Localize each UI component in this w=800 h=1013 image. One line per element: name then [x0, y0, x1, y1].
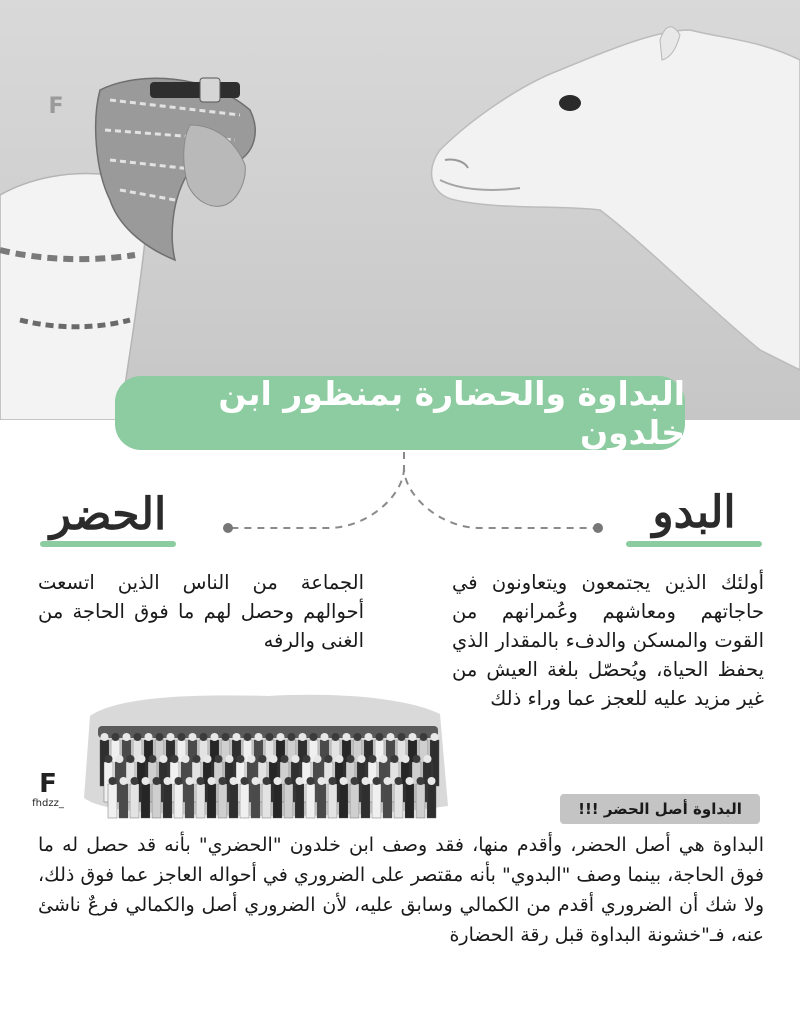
crowd-figure-head: [347, 755, 355, 763]
crowd-figure-head: [296, 777, 304, 785]
crowd-figure: [372, 784, 381, 818]
crowd-figure-head: [127, 755, 135, 763]
crowd-figure-head: [204, 755, 212, 763]
crowd-figure-head: [329, 777, 337, 785]
crowd-figure-head: [252, 777, 260, 785]
crowd-figure-head: [398, 733, 406, 741]
crowd-figure-head: [365, 733, 373, 741]
crowd-figure-head: [424, 755, 432, 763]
crowd-figure: [185, 784, 194, 818]
crowd-figure: [317, 784, 326, 818]
crowd-figure-head: [186, 777, 194, 785]
crowd-figure-head: [167, 733, 175, 741]
crowd-figure-head: [358, 755, 366, 763]
crowd-figure-head: [182, 755, 190, 763]
crowd-figure-head: [373, 777, 381, 785]
crowd-figure-head: [226, 755, 234, 763]
crowd-figure: [295, 784, 304, 818]
crowd-figure-head: [270, 755, 278, 763]
crowd-figure-head: [134, 733, 142, 741]
crowd-figure-head: [189, 733, 197, 741]
crowd-figure-head: [292, 755, 300, 763]
crowd-figure-head: [281, 755, 289, 763]
crowd-figure-head: [369, 755, 377, 763]
crowd-figure: [405, 784, 414, 818]
crowd-figure: [240, 784, 249, 818]
heading-badw: البدو: [652, 487, 736, 538]
crowd-figure-head: [307, 777, 315, 785]
crowd-figure: [328, 784, 337, 818]
crowd-figure: [306, 784, 315, 818]
crowd-figure-head: [402, 755, 410, 763]
watermark-mark: F: [48, 94, 64, 119]
watermark-logo-bottom: [30, 770, 66, 809]
crowd-figure: [251, 784, 260, 818]
crowd-figure-head: [219, 777, 227, 785]
crowd-figure-head: [417, 777, 425, 785]
crowd-figure-head: [222, 733, 230, 741]
crowd-figure-head: [332, 733, 340, 741]
crowd-figure-head: [208, 777, 216, 785]
watermark-mark-bottom: F: [39, 769, 57, 799]
connector-dot-right: [593, 523, 603, 533]
crowd-figure-head: [259, 755, 267, 763]
crowd-figure: [218, 784, 227, 818]
crowd-figure-head: [142, 777, 150, 785]
crowd-figure-head: [156, 733, 164, 741]
crowd-figure-head: [145, 733, 153, 741]
crowd-figure: [350, 784, 359, 818]
crowd-figure-head: [230, 777, 238, 785]
crowd-figure-head: [336, 755, 344, 763]
crowd-figure: [207, 784, 216, 818]
crowd-figure: [174, 784, 183, 818]
crowd-figure-head: [321, 733, 329, 741]
crowd-figure-head: [340, 777, 348, 785]
crowd-figure-head: [325, 755, 333, 763]
crowd-figure-head: [420, 733, 428, 741]
watermark-handle: fhdzz_: [32, 798, 64, 809]
crowd-figure-head: [310, 733, 318, 741]
heading-hadar-underline: [40, 541, 176, 547]
connector-right: [404, 452, 594, 528]
crowd-figure: [229, 784, 238, 818]
crowd-figure-head: [149, 755, 157, 763]
crowd-figure: [284, 784, 293, 818]
crowd-figure-head: [101, 733, 109, 741]
page-title: البداوة والحضارة بمنظور ابن خلدون: [115, 376, 685, 450]
crowd-figure-head: [288, 733, 296, 741]
crowd-figure-head: [266, 733, 274, 741]
crowd-figure-head: [171, 755, 179, 763]
crowd-figure-head: [431, 733, 439, 741]
crowd-figure-head: [255, 733, 263, 741]
crowd-figure-head: [200, 733, 208, 741]
crowd-figure-head: [116, 755, 124, 763]
crowd-figure-head: [376, 733, 384, 741]
crowd-figure-head: [362, 777, 370, 785]
origin-label: البداوة أصل الحضر !!!: [560, 794, 760, 824]
crowd-figure: [130, 784, 139, 818]
crowd-figure: [361, 784, 370, 818]
crowd-figure-head: [197, 777, 205, 785]
heading-badw-underline: [626, 541, 762, 547]
crowd-figure: [273, 784, 282, 818]
badw-description: أولئك الذين يجتمعون ويتعاونون في حاجاتهم ومعاشهم وعُمرانهم من القوت والمسكن والدفء بالمقدار الذي يحفظ الحياة، ويُحصّل بلغة العيش من غير مزيد عليه للعجز عما وراء ذلك: [452, 571, 764, 710]
crowd-figure-head: [384, 777, 392, 785]
crowd-figure-head: [160, 755, 168, 763]
crowd-figure-head: [277, 733, 285, 741]
crowd-figure-head: [112, 733, 120, 741]
crowd-figure-head: [237, 755, 245, 763]
crowd-figure-head: [131, 777, 139, 785]
crowd-figure: [152, 784, 161, 818]
crowd-figure-head: [354, 733, 362, 741]
crowd-figure: [394, 784, 403, 818]
crowd-figure: [196, 784, 205, 818]
crowd-figure-head: [299, 733, 307, 741]
crowd-figure-head: [241, 777, 249, 785]
origin-text: البداوة هي أصل الحضر، وأقدم منها، فقد وصف ابن خلدون "الحضري" بأنه قد حصل له ما فوق الحاجة، بينما وصف "البدوي" بأنه مقتصر على الضروري في أحواله العاجز عما فوق ذلك، ولا شك أن الضروري أقدم من الكمالي وسابق عليه، لأن الضروري أصل والكمالي فرعٌ ناشئ عنه، فـ"خشونة البداوة قبل رقة الحضارة: [38, 834, 764, 946]
connector-left: [232, 468, 404, 528]
crowd-figure-head: [175, 777, 183, 785]
crowd-figure-head: [318, 777, 326, 785]
crowd-figure-head: [303, 755, 311, 763]
crowd-figure-head: [244, 733, 252, 741]
heading-hadar: الحضر: [49, 489, 167, 540]
crowd-figure-head: [395, 777, 403, 785]
crowd-figure-head: [193, 755, 201, 763]
crowd-figure-head: [211, 733, 219, 741]
hadar-description: الجماعة من الناس الذين اتسعت أحوالهم وحصل لهم ما فوق الحاجة من الغنى والرفه: [38, 571, 364, 652]
crowd-figure-head: [351, 777, 359, 785]
crowd-figure-head: [138, 755, 146, 763]
crowd-figure-head: [263, 777, 271, 785]
crowd-figure-head: [391, 755, 399, 763]
crowd-figure: [416, 784, 425, 818]
crowd-figure-head: [123, 733, 131, 741]
crowd-figure-head: [343, 733, 351, 741]
crowd-figure: [262, 784, 271, 818]
crowd-figure-head: [413, 755, 421, 763]
crowd-figure: [163, 784, 172, 818]
crowd-figure-head: [428, 777, 436, 785]
crowd-figure-head: [215, 755, 223, 763]
crowd-figure: [383, 784, 392, 818]
crowd-figure: [119, 784, 128, 818]
crowd-figure-head: [314, 755, 322, 763]
crowd-figure-head: [248, 755, 256, 763]
connector-dot-left: [223, 523, 233, 533]
crowd-figure-head: [406, 777, 414, 785]
crowd-figure: [108, 784, 117, 818]
crowd-figure-head: [285, 777, 293, 785]
crowd-figure-head: [274, 777, 282, 785]
crowd-figure-head: [380, 755, 388, 763]
crowd-figure: [141, 784, 150, 818]
crowd-figure-head: [164, 777, 172, 785]
crowd-figure: [339, 784, 348, 818]
crowd-figure: [427, 784, 436, 818]
crowd-figure-head: [120, 777, 128, 785]
crowd-photo: [78, 686, 452, 820]
crowd-figure-head: [178, 733, 186, 741]
crowd-figure-head: [109, 777, 117, 785]
crowd-figure-head: [409, 733, 417, 741]
crowd-figure-head: [105, 755, 113, 763]
crowd-figure-head: [233, 733, 241, 741]
crowd-figure-head: [153, 777, 161, 785]
crowd-figure-head: [387, 733, 395, 741]
